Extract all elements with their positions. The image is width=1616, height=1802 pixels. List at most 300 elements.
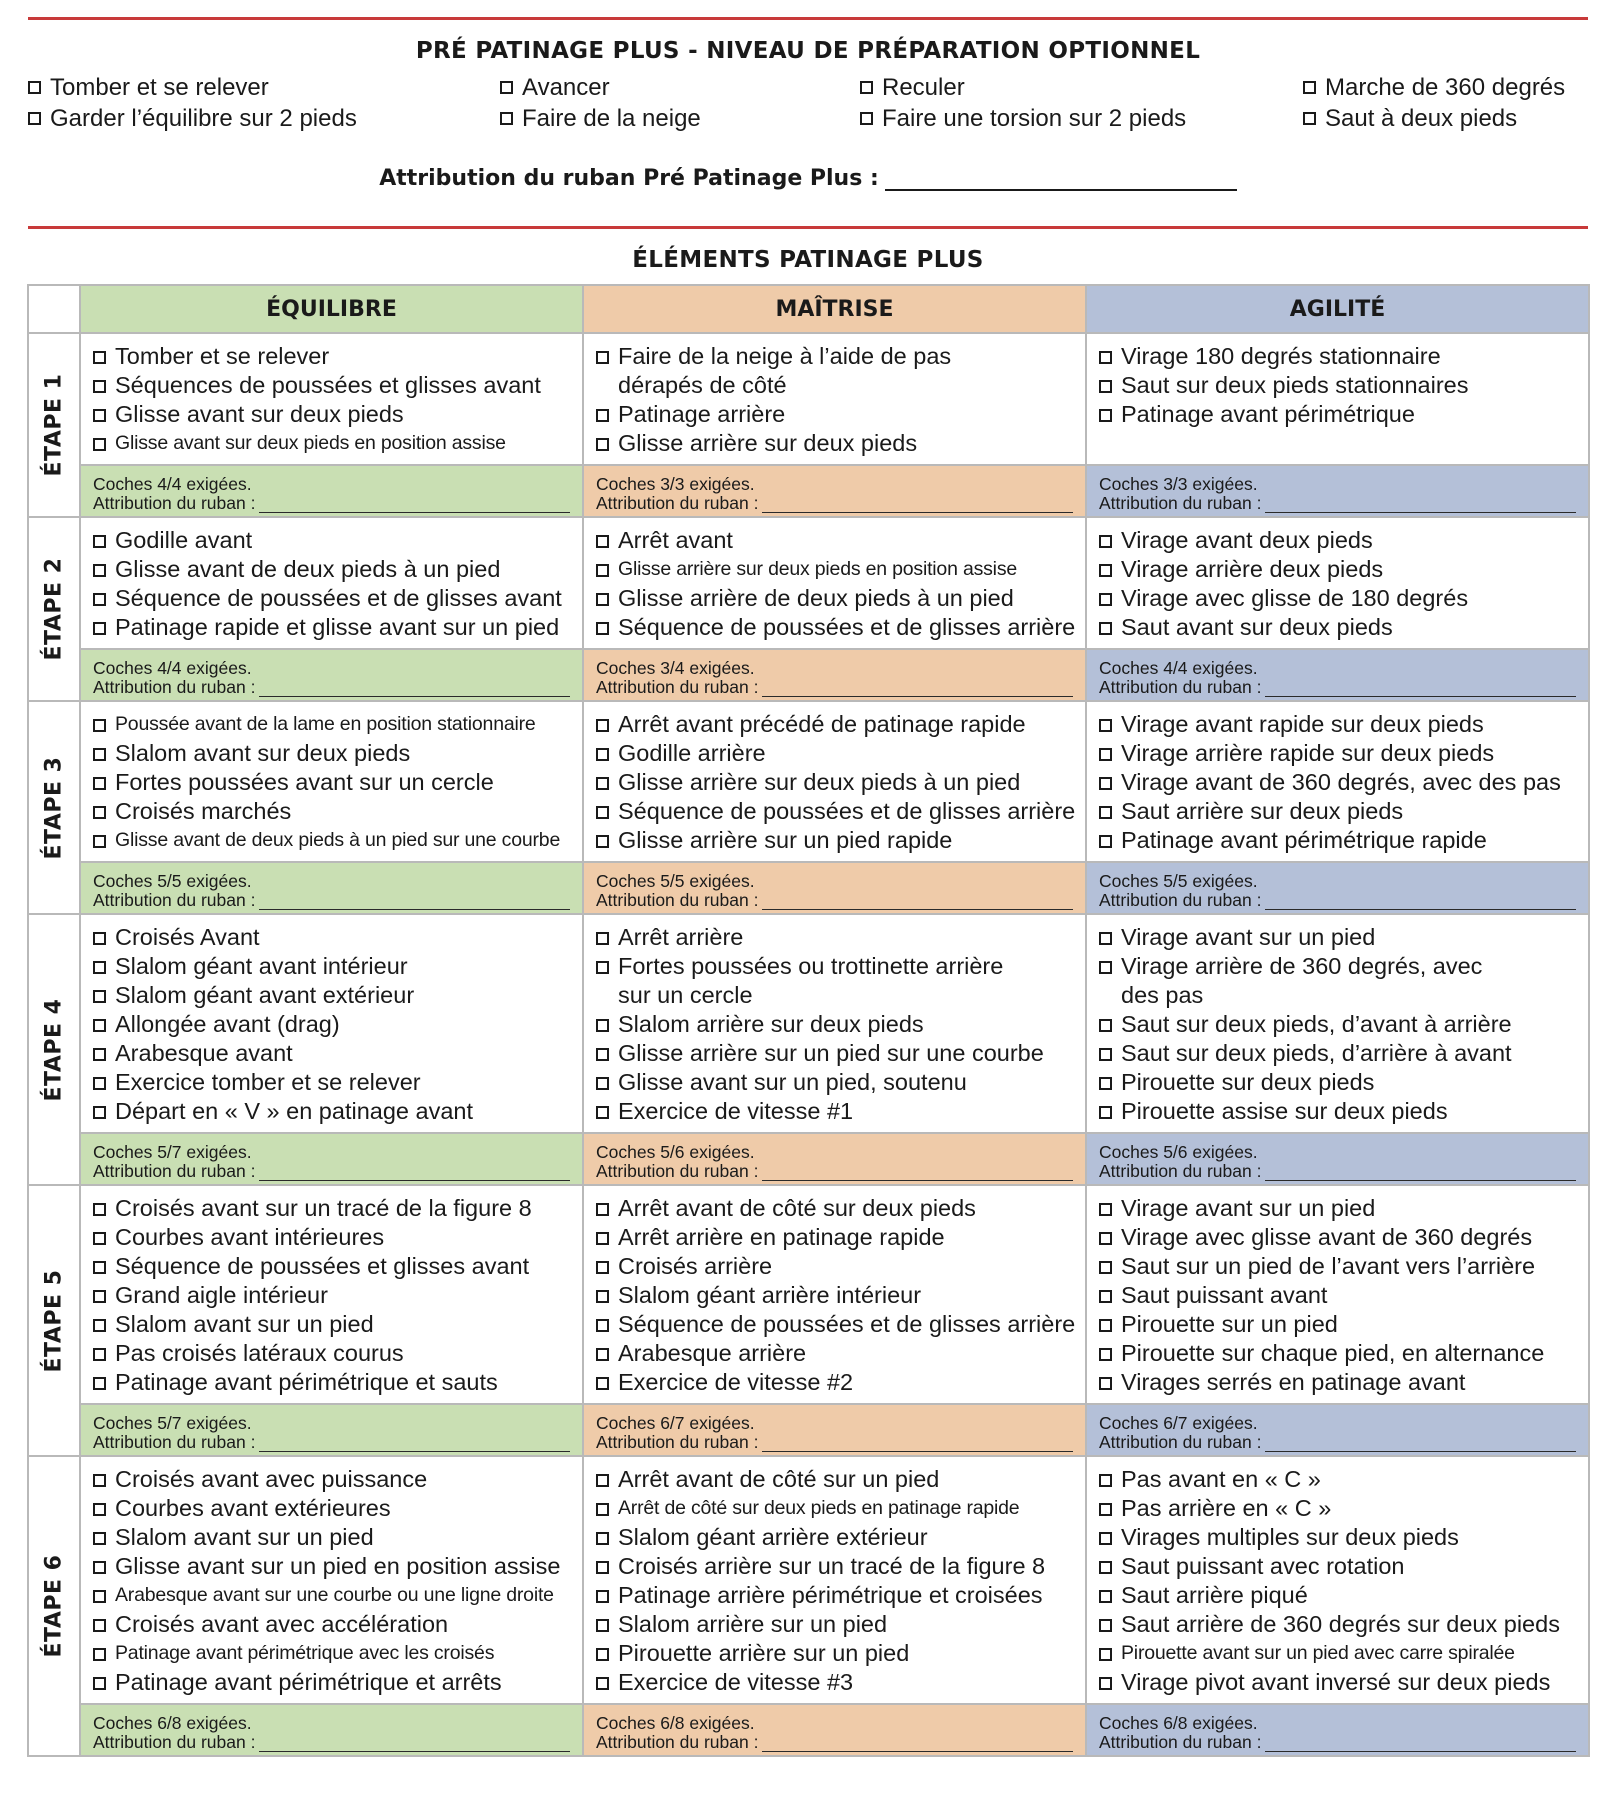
prep-item[interactable] <box>500 103 701 134</box>
skill-item[interactable] <box>1099 1368 1578 1397</box>
skill-item[interactable] <box>93 1310 572 1339</box>
checkbox-icon[interactable] <box>596 932 609 945</box>
checkbox-icon[interactable] <box>860 112 873 125</box>
skill-label: Patinage arrière <box>618 401 786 427</box>
skill-item[interactable] <box>93 826 572 855</box>
checkbox-icon[interactable] <box>1099 593 1112 606</box>
skill-label: Fortes poussées avant sur un cercle <box>115 769 494 795</box>
skill-label: Croisés Avant <box>115 924 260 950</box>
checkbox-icon[interactable] <box>93 1019 106 1032</box>
checkbox-icon[interactable] <box>596 719 609 732</box>
checkbox-icon[interactable] <box>500 112 513 125</box>
skill-item[interactable] <box>596 797 1075 826</box>
skill-item[interactable] <box>1099 1310 1578 1339</box>
checkbox-icon[interactable] <box>860 81 873 94</box>
ribbon-field <box>93 891 570 910</box>
prep-item[interactable] <box>860 72 965 103</box>
skill-item[interactable] <box>93 584 572 613</box>
skill-item[interactable] <box>1099 1581 1578 1610</box>
prep-item[interactable] <box>860 103 1186 134</box>
skill-item[interactable] <box>596 1310 1075 1339</box>
skill-item[interactable] <box>93 1039 572 1068</box>
skill-item[interactable] <box>1099 1281 1578 1310</box>
skill-item[interactable] <box>596 1068 1075 1097</box>
skill-item[interactable] <box>1099 1523 1578 1552</box>
checkbox-icon[interactable] <box>596 1474 609 1487</box>
checkbox-icon[interactable] <box>596 622 609 635</box>
ribbon-blank[interactable] <box>259 1165 570 1181</box>
skill-item[interactable] <box>596 1281 1075 1310</box>
skill-item[interactable] <box>1099 1610 1578 1639</box>
checkbox-icon[interactable] <box>596 1503 609 1516</box>
checkbox-icon[interactable] <box>596 593 609 606</box>
skill-item[interactable] <box>93 1368 572 1397</box>
ribbon-label: Attribution du ruban : <box>93 677 256 697</box>
stage-label-cell <box>28 517 80 701</box>
checkbox-icon[interactable] <box>596 961 609 974</box>
skill-item[interactable] <box>596 584 1075 613</box>
checkbox-icon[interactable] <box>93 1561 106 1574</box>
requirement-text: Coches 3/3 exigées. <box>596 474 755 494</box>
skill-item[interactable] <box>93 1281 572 1310</box>
stage-label: ÉTAPE 2 <box>41 557 67 661</box>
checkbox-icon[interactable] <box>596 1232 609 1245</box>
skill-item[interactable] <box>93 1610 572 1639</box>
skill-item[interactable] <box>1099 1194 1578 1223</box>
skill-item[interactable] <box>1099 1223 1578 1252</box>
ribbon-label: Attribution du ruban : <box>93 1432 256 1452</box>
skill-item[interactable] <box>596 1097 1075 1126</box>
checkbox-icon[interactable] <box>93 1106 106 1119</box>
requirement-text: Coches 5/5 exigées. <box>93 871 252 891</box>
skill-item[interactable] <box>596 429 1075 458</box>
ribbon-field <box>93 1162 570 1181</box>
ribbon-blank[interactable] <box>259 894 570 910</box>
ribbon-blank[interactable] <box>762 1736 1073 1752</box>
ribbon-field <box>596 1733 1073 1752</box>
checkbox-icon[interactable] <box>93 1348 106 1361</box>
prep-item[interactable] <box>28 72 269 103</box>
requirement-cell-agilite <box>1086 465 1589 517</box>
checkbox-icon[interactable] <box>596 1377 609 1390</box>
checkbox-icon[interactable] <box>93 1232 106 1245</box>
ribbon-blank[interactable] <box>1265 497 1576 513</box>
checkbox-icon[interactable] <box>596 1648 609 1661</box>
skill-item[interactable] <box>93 1223 572 1252</box>
checkbox-icon[interactable] <box>1303 81 1316 94</box>
skill-item[interactable] <box>1099 371 1578 400</box>
checkbox-icon[interactable] <box>596 1348 609 1361</box>
stage-row <box>28 517 1589 649</box>
checkbox-icon[interactable] <box>93 1648 106 1661</box>
skill-item[interactable] <box>93 613 572 642</box>
checkbox-icon[interactable] <box>1099 961 1112 974</box>
checkbox-icon[interactable] <box>500 81 513 94</box>
skill-item[interactable] <box>93 526 572 555</box>
skill-item[interactable] <box>93 710 572 739</box>
stage-label: ÉTAPE 1 <box>41 373 67 477</box>
checkbox-icon[interactable] <box>1099 1232 1112 1245</box>
skill-item[interactable] <box>596 342 1075 371</box>
ribbon-blank[interactable] <box>762 497 1073 513</box>
skill-item[interactable] <box>93 952 572 981</box>
skill-item[interactable] <box>1099 584 1578 613</box>
ribbon-field <box>93 1733 570 1752</box>
checkbox-icon[interactable] <box>93 409 106 422</box>
checkbox-icon[interactable] <box>596 835 609 848</box>
skill-label: Saut avant sur deux pieds <box>1121 614 1393 640</box>
skill-label: Slalom arrière sur deux pieds <box>618 1011 924 1037</box>
checkbox-icon[interactable] <box>596 748 609 761</box>
checkbox-icon[interactable] <box>1099 409 1112 422</box>
skill-item[interactable] <box>93 768 572 797</box>
checkbox-icon[interactable] <box>1099 1677 1112 1690</box>
skill-item[interactable] <box>596 526 1075 555</box>
checkbox-icon[interactable] <box>93 1532 106 1545</box>
checkbox-icon[interactable] <box>596 564 609 577</box>
skill-item[interactable] <box>1099 342 1578 371</box>
stage-label-cell <box>28 1185 80 1456</box>
ribbon-blank[interactable] <box>762 1436 1073 1452</box>
checkbox-icon[interactable] <box>1099 1203 1112 1216</box>
checkbox-icon[interactable] <box>93 1590 106 1603</box>
checkbox-icon[interactable] <box>596 1203 609 1216</box>
prep-ribbon-label: Attribution du ruban Pré Patinage Plus : <box>379 166 879 191</box>
skill-item[interactable] <box>596 768 1075 797</box>
skill-item[interactable] <box>596 1610 1075 1639</box>
requirement-cell-equilibre <box>80 1133 583 1185</box>
skill-label: Pas arrière en « C » <box>1121 1495 1332 1521</box>
checkbox-icon[interactable] <box>596 1077 609 1090</box>
skill-item[interactable] <box>93 1068 572 1097</box>
skill-item[interactable] <box>596 400 1075 429</box>
checkbox-icon[interactable] <box>596 1561 609 1574</box>
checkbox-icon[interactable] <box>93 380 106 393</box>
checkbox-icon[interactable] <box>93 1677 106 1690</box>
skill-label: Pirouette avant sur un pied avec carre spiralée <box>1121 1642 1515 1664</box>
checkbox-icon[interactable] <box>93 593 106 606</box>
skill-item[interactable] <box>596 826 1075 855</box>
skill-item[interactable] <box>93 1552 572 1581</box>
checkbox-icon[interactable] <box>28 81 41 94</box>
skill-item[interactable] <box>93 429 572 458</box>
checkbox-icon[interactable] <box>93 1048 106 1061</box>
skill-item[interactable] <box>596 1339 1075 1368</box>
checkbox-icon[interactable] <box>596 1319 609 1332</box>
ribbon-blank[interactable] <box>1265 681 1576 697</box>
skill-item[interactable] <box>596 1194 1075 1223</box>
checkbox-icon[interactable] <box>1099 932 1112 945</box>
checkbox-icon[interactable] <box>93 748 106 761</box>
ribbon-label: Attribution du ruban : <box>1099 677 1262 697</box>
stage-row <box>28 1185 1589 1404</box>
checkbox-icon[interactable] <box>1099 1290 1112 1303</box>
checkbox-icon[interactable] <box>1099 535 1112 548</box>
skill-item[interactable] <box>596 1494 1075 1523</box>
skill-item[interactable] <box>93 1581 572 1610</box>
requirement-text: Coches 3/4 exigées. <box>596 658 755 678</box>
skills-cell-maitrise <box>583 701 1086 862</box>
skill-item[interactable] <box>596 613 1075 642</box>
skill-item[interactable] <box>93 342 572 371</box>
requirement-text: Coches 4/4 exigées. <box>93 658 252 678</box>
skill-label: Glisse arrière sur deux pieds à un pied <box>618 769 1021 795</box>
skill-item[interactable] <box>596 1465 1075 1494</box>
skill-item[interactable] <box>596 555 1075 584</box>
skill-item[interactable] <box>1099 1668 1578 1697</box>
skill-item[interactable] <box>596 739 1075 768</box>
requirement-text: Coches 6/8 exigées. <box>1099 1713 1258 1733</box>
checkbox-icon[interactable] <box>93 438 106 451</box>
checkbox-icon[interactable] <box>596 1019 609 1032</box>
checkbox-icon[interactable] <box>93 1503 106 1516</box>
skill-item[interactable] <box>596 710 1075 739</box>
checkbox-icon[interactable] <box>1099 1503 1112 1516</box>
skill-item[interactable] <box>596 1581 1075 1610</box>
skill-label: Croisés avant avec accélération <box>115 1611 449 1637</box>
checkbox-icon[interactable] <box>1303 112 1316 125</box>
ribbon-field <box>1099 1162 1576 1181</box>
skill-label: Séquence de poussées et de glisses arrière <box>618 1311 1076 1337</box>
skill-item[interactable] <box>1099 1252 1578 1281</box>
checkbox-icon[interactable] <box>596 1532 609 1545</box>
checkbox-icon[interactable] <box>93 806 106 819</box>
checkbox-icon[interactable] <box>1099 1348 1112 1361</box>
skill-item[interactable] <box>596 1523 1075 1552</box>
checkbox-icon[interactable] <box>596 777 609 790</box>
skill-item[interactable] <box>1099 797 1578 826</box>
checkbox-icon[interactable] <box>93 622 106 635</box>
skill-label: Arrêt avant de côté sur un pied <box>618 1466 940 1492</box>
checkbox-icon[interactable] <box>93 1203 106 1216</box>
skill-item[interactable] <box>1099 739 1578 768</box>
skill-item[interactable] <box>93 981 572 1010</box>
checkbox-icon[interactable] <box>596 1590 609 1603</box>
skill-label: Croisés avant sur un tracé de la figure 8 <box>115 1195 532 1221</box>
skill-item[interactable] <box>1099 1010 1578 1039</box>
checkbox-icon[interactable] <box>93 835 106 848</box>
checkbox-icon[interactable] <box>93 990 106 1003</box>
skill-item[interactable] <box>93 1194 572 1223</box>
checkbox-icon[interactable] <box>1099 1019 1112 1032</box>
ribbon-blank[interactable] <box>259 1736 570 1752</box>
skill-item[interactable] <box>1099 1339 1578 1368</box>
skill-item[interactable] <box>1099 1639 1578 1668</box>
skill-label: Saut puissant avant <box>1121 1282 1328 1308</box>
ribbon-blank[interactable] <box>762 681 1073 697</box>
ribbon-label: Attribution du ruban : <box>1099 1432 1262 1452</box>
checkbox-icon[interactable] <box>1099 622 1112 635</box>
skill-item[interactable] <box>93 1097 572 1126</box>
checkbox-icon[interactable] <box>1099 806 1112 819</box>
checkbox-icon[interactable] <box>93 961 106 974</box>
checkbox-icon[interactable] <box>93 351 106 364</box>
checkbox-icon[interactable] <box>596 1048 609 1061</box>
skill-item[interactable] <box>1099 400 1578 429</box>
checkbox-icon[interactable] <box>93 719 106 732</box>
checkbox-icon[interactable] <box>596 438 609 451</box>
skill-item[interactable] <box>1099 1494 1578 1523</box>
skill-item[interactable] <box>93 1639 572 1668</box>
checkbox-icon[interactable] <box>1099 1377 1112 1390</box>
skill-item[interactable] <box>93 739 572 768</box>
skill-item[interactable] <box>1099 768 1578 797</box>
ribbon-blank[interactable] <box>1265 1436 1576 1452</box>
ribbon-blank[interactable] <box>259 1436 570 1452</box>
skill-label: Virages serrés en patinage avant <box>1121 1369 1466 1395</box>
checkbox-icon[interactable] <box>596 535 609 548</box>
skill-item[interactable] <box>1099 1465 1578 1494</box>
checkbox-icon[interactable] <box>93 1077 106 1090</box>
requirement-cell-agilite <box>1086 649 1589 701</box>
skill-item[interactable] <box>1099 826 1578 855</box>
skill-item[interactable] <box>596 1010 1075 1039</box>
checkbox-icon[interactable] <box>1099 777 1112 790</box>
skill-item[interactable] <box>1099 1552 1578 1581</box>
skill-item[interactable] <box>596 1552 1075 1581</box>
skills-table <box>27 284 1590 1757</box>
skill-item[interactable] <box>1099 1039 1578 1068</box>
checkbox-icon[interactable] <box>93 564 106 577</box>
checkbox-icon[interactable] <box>93 1619 106 1632</box>
skill-item[interactable] <box>596 1639 1075 1668</box>
checkbox-icon[interactable] <box>1099 351 1112 364</box>
skill-label: Slalom avant sur un pied <box>115 1524 374 1550</box>
ribbon-field <box>1099 494 1576 513</box>
skill-item[interactable] <box>93 1252 572 1281</box>
skill-item[interactable] <box>596 1252 1075 1281</box>
skill-item-continuation <box>1099 981 1578 1010</box>
checkbox-icon[interactable] <box>596 1619 609 1632</box>
ribbon-blank[interactable] <box>1265 1736 1576 1752</box>
skill-item[interactable] <box>1099 952 1578 981</box>
skill-item[interactable] <box>596 1039 1075 1068</box>
checkbox-icon[interactable] <box>93 1261 106 1274</box>
checkbox-icon[interactable] <box>93 1319 106 1332</box>
checkbox-icon[interactable] <box>596 1677 609 1690</box>
prep-ribbon-blank[interactable] <box>885 171 1237 191</box>
checkbox-icon[interactable] <box>93 535 106 548</box>
skill-item[interactable] <box>93 555 572 584</box>
checkbox-icon[interactable] <box>1099 1106 1112 1119</box>
ribbon-label: Attribution du ruban : <box>1099 1732 1262 1752</box>
ribbon-blank[interactable] <box>762 894 1073 910</box>
prep-checklist <box>28 72 1598 136</box>
checkbox-icon[interactable] <box>1099 1319 1112 1332</box>
checkbox-icon[interactable] <box>1099 1532 1112 1545</box>
checkbox-icon[interactable] <box>93 1377 106 1390</box>
skill-item[interactable] <box>1099 1068 1578 1097</box>
skill-label: Patinage avant périmétrique et arrêts <box>115 1669 502 1695</box>
skill-item[interactable] <box>1099 1097 1578 1126</box>
checkbox-icon[interactable] <box>1099 1561 1112 1574</box>
stage-row <box>28 1456 1589 1704</box>
checkbox-icon[interactable] <box>596 1106 609 1119</box>
checkbox-icon[interactable] <box>93 1290 106 1303</box>
checkbox-icon[interactable] <box>1099 1077 1112 1090</box>
prep-item[interactable] <box>28 103 357 134</box>
ribbon-blank[interactable] <box>1265 894 1576 910</box>
ribbon-blank[interactable] <box>259 497 570 513</box>
skill-item[interactable] <box>1099 613 1578 642</box>
checkbox-icon[interactable] <box>1099 1474 1112 1487</box>
checkbox-icon[interactable] <box>1099 1619 1112 1632</box>
skill-label: Virage 180 degrés stationnaire <box>1121 343 1441 369</box>
requirement-text: Coches 6/8 exigées. <box>596 1713 755 1733</box>
checkbox-icon[interactable] <box>1099 748 1112 761</box>
checkbox-icon[interactable] <box>1099 1048 1112 1061</box>
skill-item[interactable] <box>93 400 572 429</box>
checkbox-icon[interactable] <box>596 1261 609 1274</box>
skill-item[interactable] <box>93 371 572 400</box>
skill-item[interactable] <box>596 1668 1075 1697</box>
checkbox-icon[interactable] <box>596 351 609 364</box>
checkbox-icon[interactable] <box>1099 380 1112 393</box>
checkbox-icon[interactable] <box>1099 1648 1112 1661</box>
skills-cell-equilibre <box>80 701 583 862</box>
skill-label: Courbes avant extérieures <box>115 1495 391 1521</box>
skill-label: Saut arrière piqué <box>1121 1582 1308 1608</box>
prep-item[interactable] <box>1303 103 1517 134</box>
skill-item[interactable] <box>93 1494 572 1523</box>
skill-item[interactable] <box>93 1339 572 1368</box>
ribbon-field <box>1099 1733 1576 1752</box>
skill-item[interactable] <box>93 797 572 826</box>
checkbox-icon[interactable] <box>596 806 609 819</box>
skill-label: Séquence de poussées et glisses avant <box>115 1253 530 1279</box>
ribbon-label: Attribution du ruban : <box>93 890 256 910</box>
skill-label: Glisse avant sur deux pieds <box>115 401 404 427</box>
checkbox-icon[interactable] <box>1099 835 1112 848</box>
skill-item[interactable] <box>1099 555 1578 584</box>
ribbon-field <box>1099 1433 1576 1452</box>
skill-item[interactable] <box>93 1523 572 1552</box>
skill-item[interactable] <box>1099 710 1578 739</box>
skill-item[interactable] <box>93 1465 572 1494</box>
ribbon-field <box>1099 891 1576 910</box>
skill-item[interactable] <box>596 1223 1075 1252</box>
ribbon-blank[interactable] <box>762 1165 1073 1181</box>
prep-item[interactable] <box>1303 72 1565 103</box>
skill-label: Pirouette sur deux pieds <box>1121 1069 1375 1095</box>
skill-item[interactable] <box>596 952 1075 981</box>
skill-item[interactable] <box>93 1668 572 1697</box>
ribbon-blank[interactable] <box>259 681 570 697</box>
checkbox-icon[interactable] <box>1099 719 1112 732</box>
skill-item[interactable] <box>93 923 572 952</box>
skill-item[interactable] <box>596 923 1075 952</box>
checkbox-icon[interactable] <box>1099 564 1112 577</box>
checkbox-icon[interactable] <box>1099 1261 1112 1274</box>
checkbox-icon[interactable] <box>1099 1590 1112 1603</box>
skill-item[interactable] <box>1099 526 1578 555</box>
skill-item[interactable] <box>596 1368 1075 1397</box>
skill-item[interactable] <box>1099 923 1578 952</box>
skill-label: Slalom géant avant intérieur <box>115 953 408 979</box>
prep-item[interactable] <box>500 72 610 103</box>
checkbox-icon[interactable] <box>596 409 609 422</box>
skill-label: Arrêt de côté sur deux pieds en patinage rapide <box>618 1497 1020 1519</box>
checkbox-icon[interactable] <box>93 1474 106 1487</box>
checkbox-icon[interactable] <box>93 932 106 945</box>
skill-label: Arrêt avant précédé de patinage rapide <box>618 711 1026 737</box>
checkbox-icon[interactable] <box>28 112 41 125</box>
skill-label: Séquence de poussées et de glisses arrière <box>618 798 1076 824</box>
ribbon-blank[interactable] <box>1265 1165 1576 1181</box>
checkbox-icon[interactable] <box>596 1290 609 1303</box>
skill-item[interactable] <box>93 1010 572 1039</box>
checkbox-icon[interactable] <box>93 777 106 790</box>
